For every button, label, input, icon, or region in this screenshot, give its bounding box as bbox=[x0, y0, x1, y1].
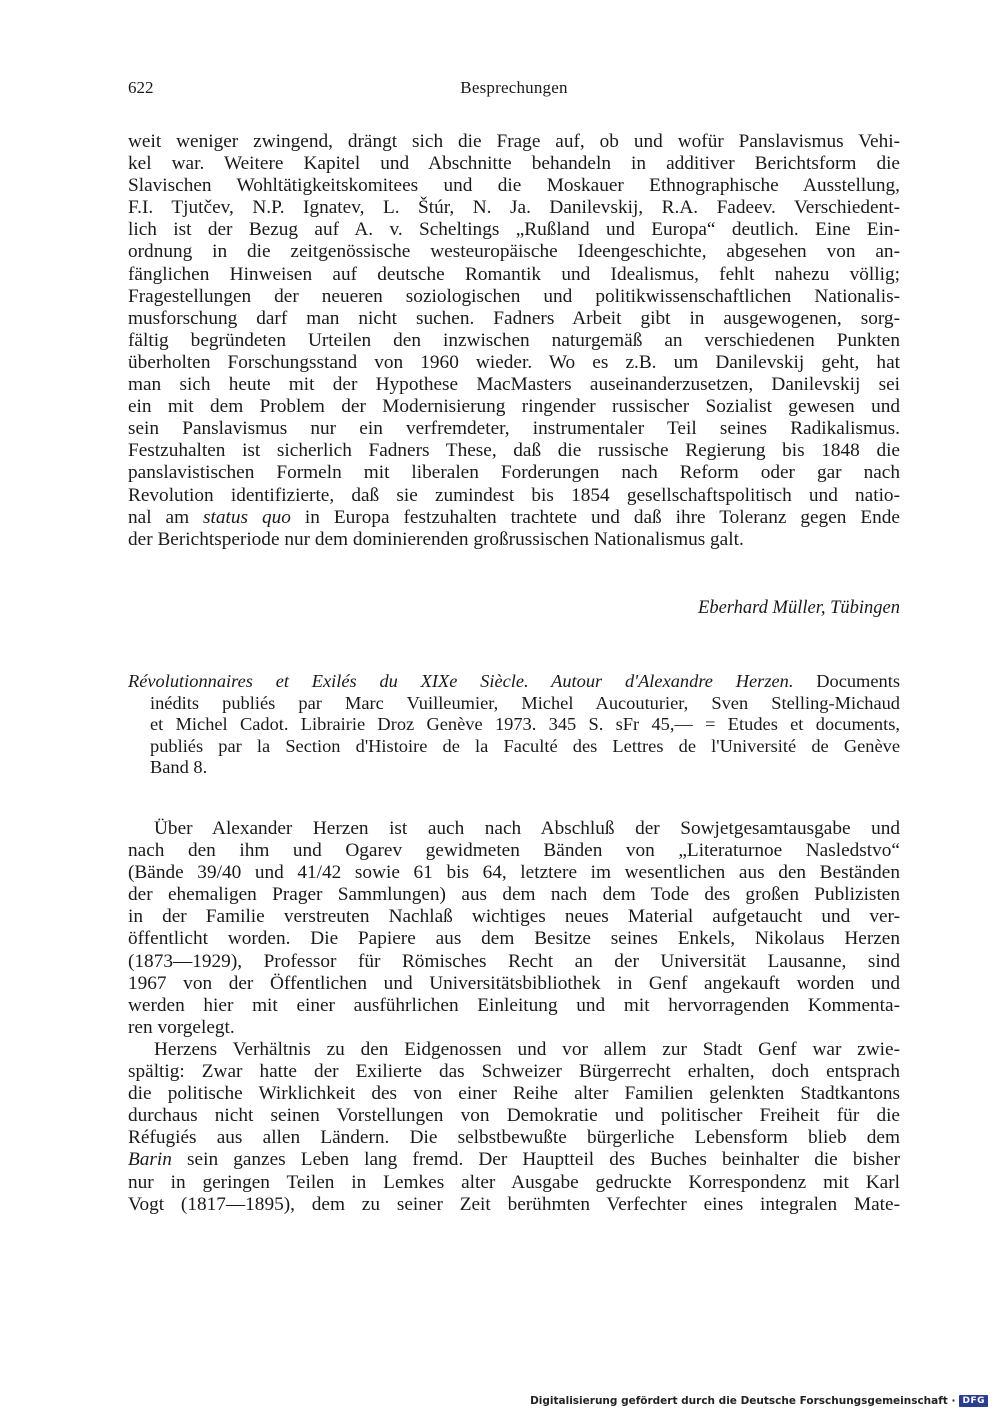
review-text-continued bbox=[128, 131, 900, 551]
text-line: ein mit dem Problem der Modernisierung ringender russischer Sozialist gewesen und bbox=[128, 396, 900, 418]
text-run: nal am bbox=[128, 506, 204, 528]
page-number: 622 bbox=[128, 78, 154, 97]
text-line: ren vorgelegt. bbox=[128, 1016, 235, 1038]
text-run: sein ganzes Leben lang fremd. Der Hauptteil des Buches beinhalter die bisher bbox=[171, 1149, 900, 1171]
heading-line: et Michel Cadot. Librairie Droz Genève 1973. 345 S. sFr 45,— = Etudes et documents, bbox=[150, 714, 900, 735]
text-line: öffentlicht worden. Die Papiere aus dem Besitze seines Enkels, Nikolaus Herzen bbox=[128, 928, 900, 950]
text-line: nach den ihm und Ogarev gewidmeten Bänden von „Literaturnoe Nasledstvo“ bbox=[128, 840, 900, 862]
italic-term: status quo bbox=[203, 506, 291, 528]
text-line: Vogt (1817—1895), dem zu seiner Zeit berühmten Verfechter eines integralen Mate- bbox=[128, 1193, 900, 1215]
text-line bbox=[128, 507, 900, 529]
footer-text: Digitalisierung gefördert durch die Deutsche Forschungsgemeinschaft · bbox=[530, 1395, 956, 1407]
text-line: sein Panslavismus nur ein verfremdeter, instrumentaler Teil seines Radikalismus. bbox=[128, 418, 900, 440]
text-line bbox=[128, 1149, 900, 1171]
text-line: Fragestellungen der neueren soziologischen und politikwissenschaftlichen Nationalis- bbox=[128, 285, 900, 307]
running-head: Besprechungen bbox=[460, 78, 568, 97]
text-run: in Europa festzuhalten trachtete und daß ihre Toleranz gegen Ende bbox=[290, 506, 900, 528]
page-header bbox=[128, 78, 900, 104]
text-line: spältig: Zwar hatte der Exilierte das Schweizer Bürgerrecht erhalten, doch entsprach bbox=[128, 1061, 900, 1083]
review-body bbox=[128, 818, 900, 1216]
text-line: panslavistischen Formeln mit liberalen Forderungen nach Reform oder gar nach bbox=[128, 462, 900, 484]
text-line: in der Familie verstreuten Nachlaß wichtiges neues Material aufgetaucht und ver- bbox=[128, 906, 900, 928]
text-line: nur in geringen Teilen in Lemkes alter Ausgabe gedruckte Korrespondenz mit Karl bbox=[128, 1171, 900, 1193]
text-line: Réfugiés aus allen Ländern. Die selbstbewußte bürgerliche Lebensform blieb dem bbox=[128, 1127, 900, 1149]
heading-line: publiés par la Section d'Histoire de la Faculté des Lettres de l'Université de Genève bbox=[150, 735, 900, 756]
text-line: man sich heute mit der Hypothese MacMasters auseinanderzusetzen, Danilevskij sei bbox=[128, 374, 900, 396]
text-line: (1873—1929), Professor für Römisches Recht an der Universität Lausanne, sind bbox=[128, 950, 900, 972]
text-line: Herzens Verhältnis zu den Eidgenossen und vor allem zur Stadt Genf war zwie- bbox=[154, 1038, 900, 1060]
text-line: (Bände 39/40 und 41/42 sowie 61 bis 64, letztere im wesentlichen aus den Beständen bbox=[128, 862, 900, 884]
text-line: ordnung in die zeitgenössische westeuropäische Ideengeschichte, abgesehen von an- bbox=[128, 241, 900, 263]
text-line: der Berichtsperiode nur dem dominierenden großrussischen Nationalismus galt. bbox=[128, 528, 744, 550]
book-title: Révolutionnaires et Exilés du XIXe Siècle. Autour d'Alexandre Herzen. bbox=[128, 671, 794, 691]
text-line: kel war. Weitere Kapitel und Abschnitte behandeln in additiver Berichtsform die bbox=[128, 153, 900, 175]
text-line: Über Alexander Herzen ist auch nach Abschluß der Sowjetgesamtausgabe und bbox=[154, 818, 900, 839]
text-line: fänglichen Hinweisen auf deutsche Romantik und Idealismus, fehlt nahezu völlig; bbox=[128, 263, 900, 285]
digitization-footer bbox=[530, 1395, 988, 1407]
review-bibliographic-heading bbox=[128, 671, 900, 779]
text-line: die politische Wirklichkeit des von einer Reihe alter Familien gelenkten Stadtkantons bbox=[128, 1083, 900, 1105]
text-line: fältig begründeten Urteilen den inzwischen naturgemäß an verschiedenen Punkten bbox=[128, 329, 900, 351]
text-line: der ehemaligen Prager Sammlungen) aus dem nach dem Tode des großen Publizisten bbox=[128, 884, 900, 906]
text-line: werden hier mit einer ausführlichen Einleitung und mit hervorragenden Kommenta- bbox=[128, 994, 900, 1016]
text-line: 1967 von der Öffentlichen und Universitätsbibliothek in Genf angekauft worden und bbox=[128, 972, 900, 994]
italic-term: Barin bbox=[128, 1149, 172, 1171]
heading-line: inédits publiés par Marc Vuilleumier, Michel Aucouturier, Sven Stelling-Michaud bbox=[150, 692, 900, 713]
heading-line: Band 8. bbox=[150, 757, 208, 778]
text-line: Revolution identifizierte, daß sie zumindest bis 1854 gesellschaftspolitisch und natio- bbox=[128, 484, 900, 506]
text-line: musforschung darf man nicht suchen. Fadners Arbeit gibt in ausgewogenen, sorg- bbox=[128, 307, 900, 329]
text-line: durchaus nicht seinen Vorstellungen von Demokratie und politischer Freiheit für die bbox=[128, 1105, 900, 1127]
text-line: weit weniger zwingend, drängt sich die Frage auf, ob und wofür Panslavismus Vehi- bbox=[128, 131, 900, 152]
reviewer-signature: Eberhard Müller, Tübingen bbox=[698, 598, 900, 618]
text-line: überholten Forschungsstand von 1960 wieder. Wo es z.B. um Danilevskij geht, hat bbox=[128, 351, 900, 373]
text-line: F.I. Tjutčev, N.P. Ignatev, L. Štúr, N. Ja. Danilevskij, R.A. Fadeev. Verschiedent- bbox=[128, 197, 900, 219]
text-line: Festzuhalten ist sicherlich Fadners These, daß die russische Regierung bis 1848 die bbox=[128, 440, 900, 462]
text-line: Slavischen Wohltätigkeitskomitees und die Moskauer Ethnographische Ausstellung, bbox=[128, 175, 900, 197]
dfg-logo-icon: DFG bbox=[959, 1395, 988, 1407]
heading-run: Documents bbox=[793, 671, 900, 691]
text-line: lich ist der Bezug auf A. v. Scheltings „Rußland und Europa“ deutlich. Eine Ein- bbox=[128, 219, 900, 241]
heading-line bbox=[128, 671, 900, 693]
